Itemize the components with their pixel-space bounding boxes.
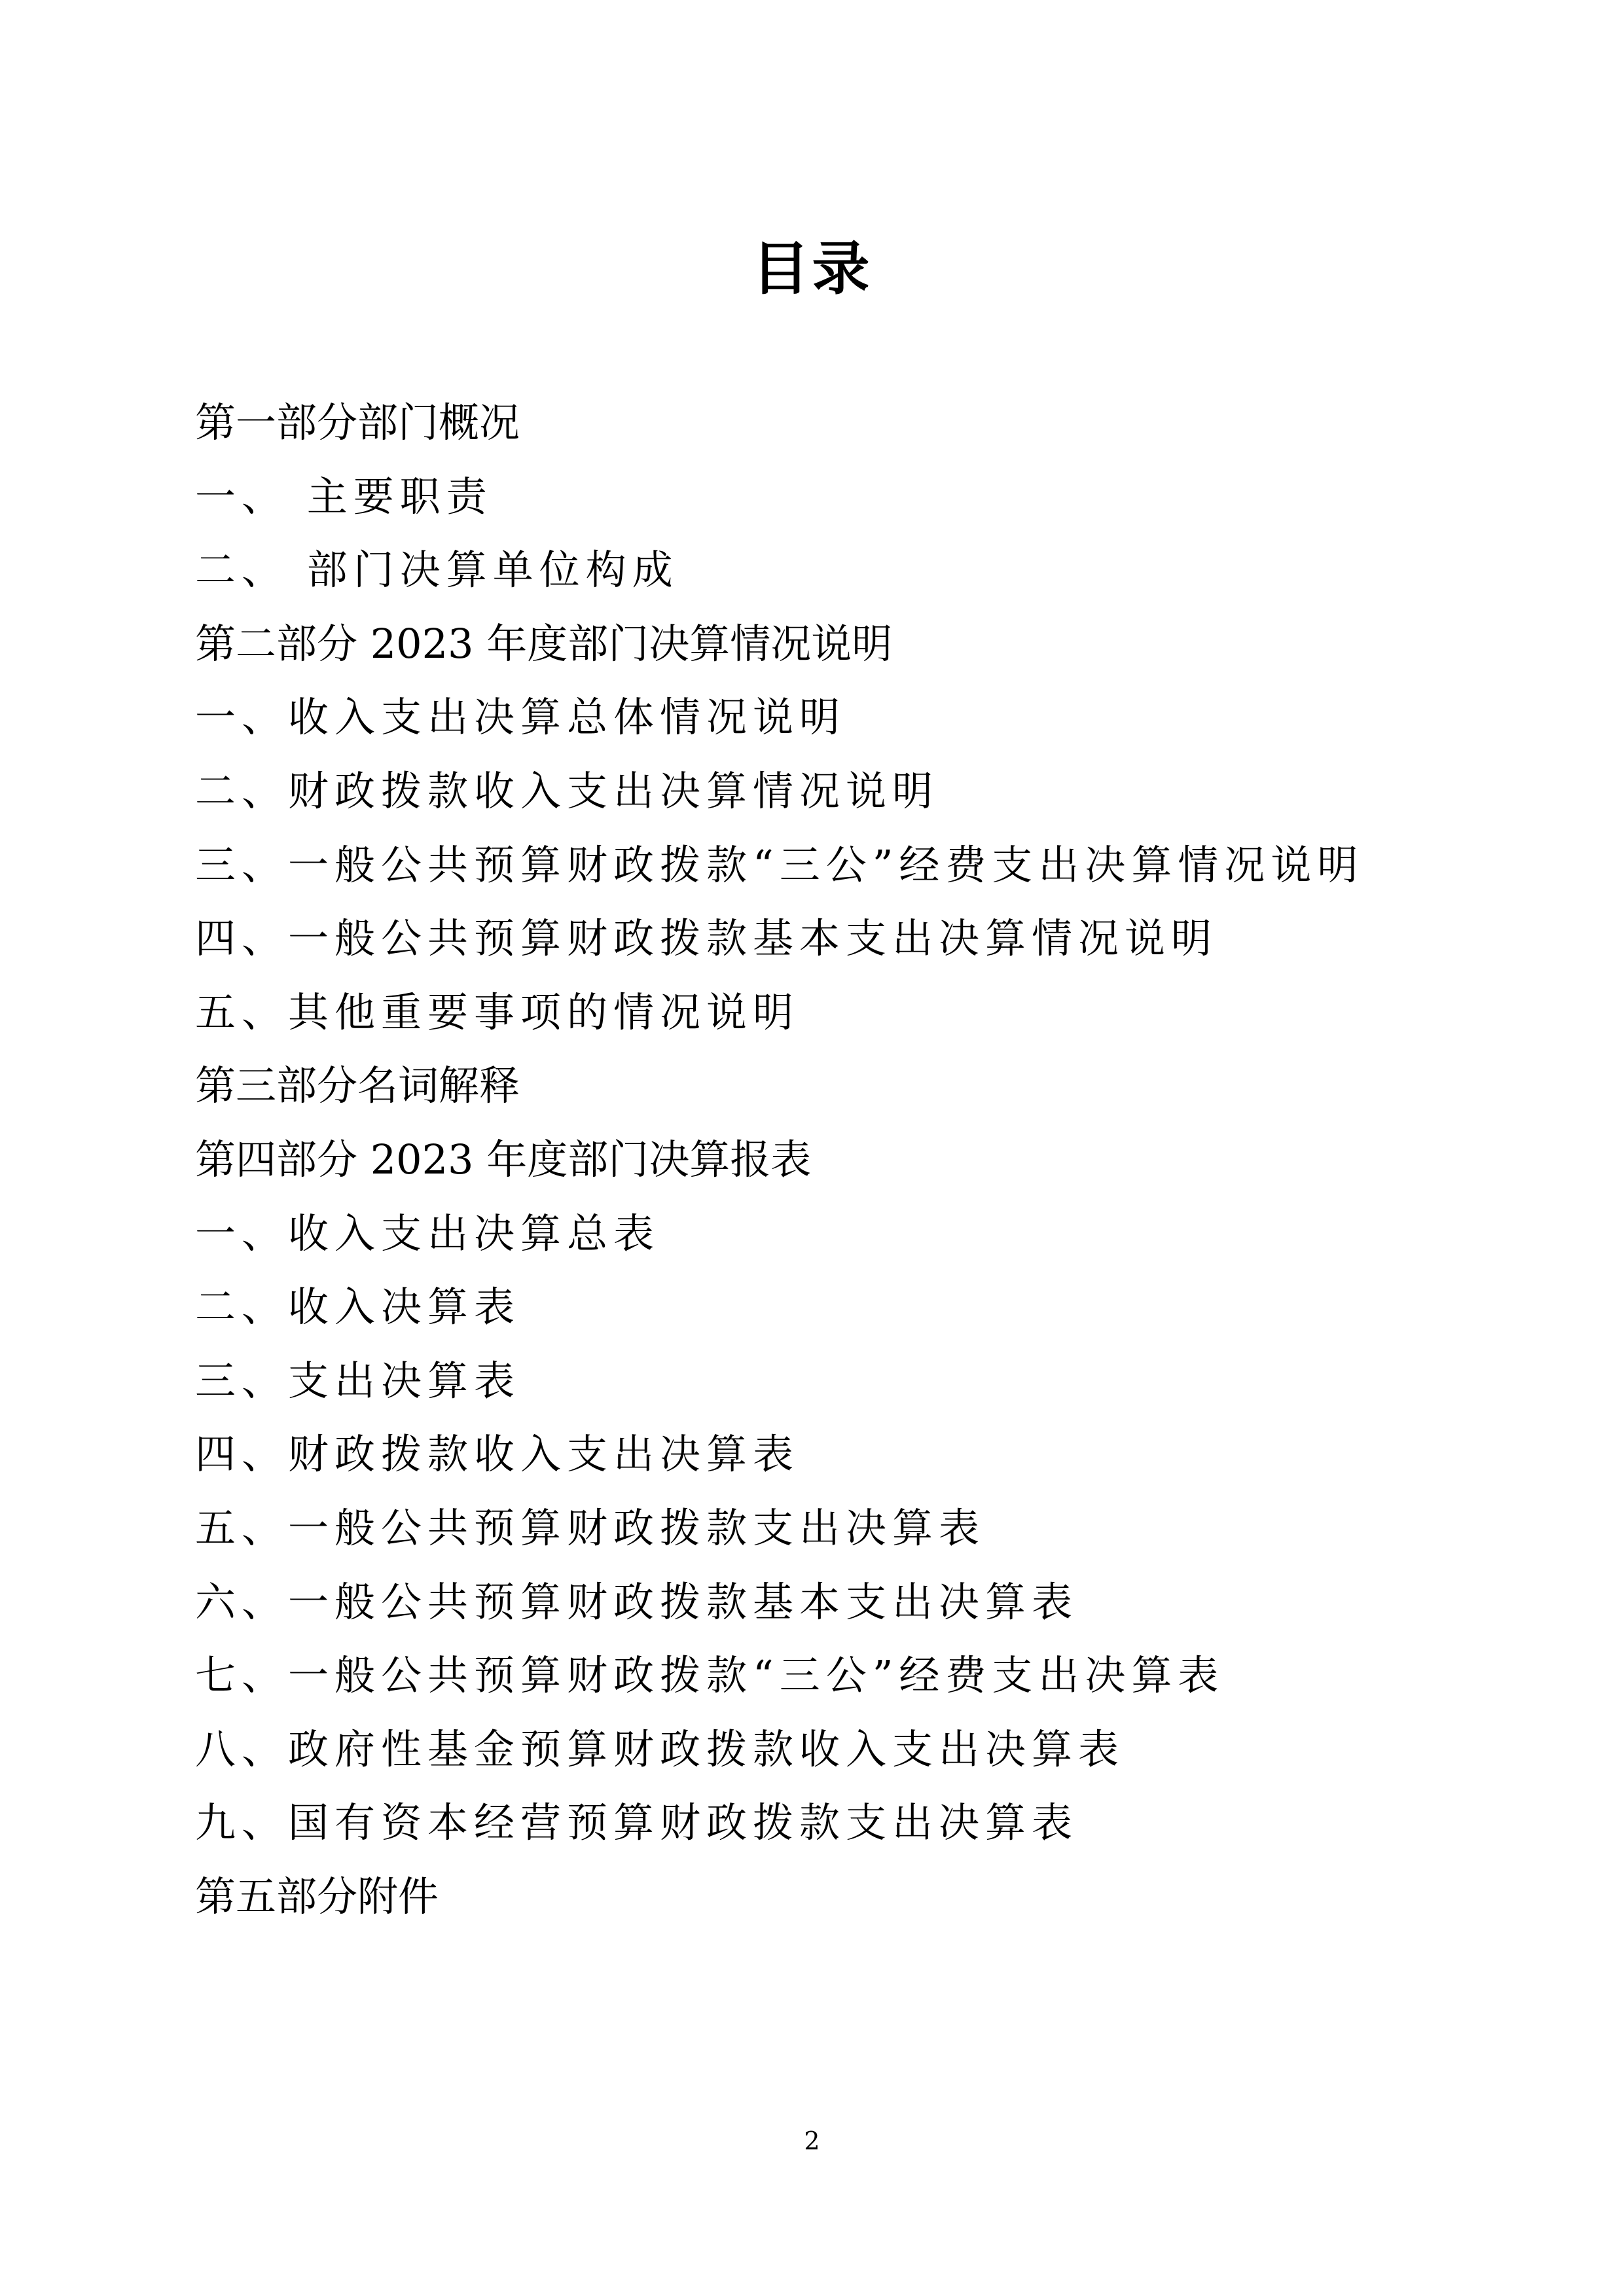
toc-item-part-5[interactable]: 第五部分附件 <box>195 1872 439 1920</box>
toc-item-part-2[interactable]: 第二部分 2023 年度部门决算情况说明 <box>195 619 893 668</box>
toc-item-part-1[interactable]: 第一部分部门概况 <box>195 399 520 446</box>
toc-item-table-5[interactable]: 五、一般公共预算财政拨款支出决算表 <box>195 1503 986 1552</box>
toc-item-fiscal-appropriation[interactable]: 二、财政拨款收入支出决算情况说明 <box>195 766 939 815</box>
toc-item-part-4[interactable]: 第四部分 2023 年度部门决算报表 <box>195 1135 812 1183</box>
toc-item-table-2[interactable]: 二、收入决算表 <box>195 1283 521 1331</box>
toc-item-table-3[interactable]: 三、支出决算表 <box>195 1356 521 1405</box>
toc-item-unit-composition[interactable]: 二、 部门决算单位构成 <box>195 546 679 594</box>
toc-item-table-7[interactable]: 七、一般公共预算财政拨款“三公”经费支出决算表 <box>195 1651 1225 1700</box>
toc-item-table-6[interactable]: 六、一般公共预算财政拨款基本支出决算表 <box>195 1577 1079 1626</box>
page-number: 2 <box>804 2126 820 2155</box>
table-of-contents <box>195 386 1439 1933</box>
toc-item-part-3[interactable]: 第三部分名词解释 <box>195 1062 520 1110</box>
toc-item-table-1[interactable]: 一、收入支出决算总表 <box>195 1209 660 1257</box>
page-title: 目录 <box>751 234 873 302</box>
toc-item-three-public-expenses[interactable]: 三、一般公共预算财政拨款“三公”经费支出决算情况说明 <box>195 840 1364 889</box>
toc-item-table-4[interactable]: 四、财政拨款收入支出决算表 <box>195 1430 800 1479</box>
toc-item-table-9[interactable]: 九、国有资本经营预算财政拨款支出决算表 <box>195 1799 1079 1847</box>
toc-item-overall-income-expenditure[interactable]: 一、收入支出决算总体情况说明 <box>195 693 846 742</box>
toc-item-basic-expenditure[interactable]: 四、一般公共预算财政拨款基本支出决算情况说明 <box>195 914 1218 963</box>
toc-item-other-matters[interactable]: 五、其他重要事项的情况说明 <box>195 988 800 1036</box>
toc-item-table-8[interactable]: 八、政府性基金预算财政拨款收入支出决算表 <box>195 1725 1125 1773</box>
toc-item-main-duties[interactable]: 一、 主要职责 <box>195 472 493 520</box>
